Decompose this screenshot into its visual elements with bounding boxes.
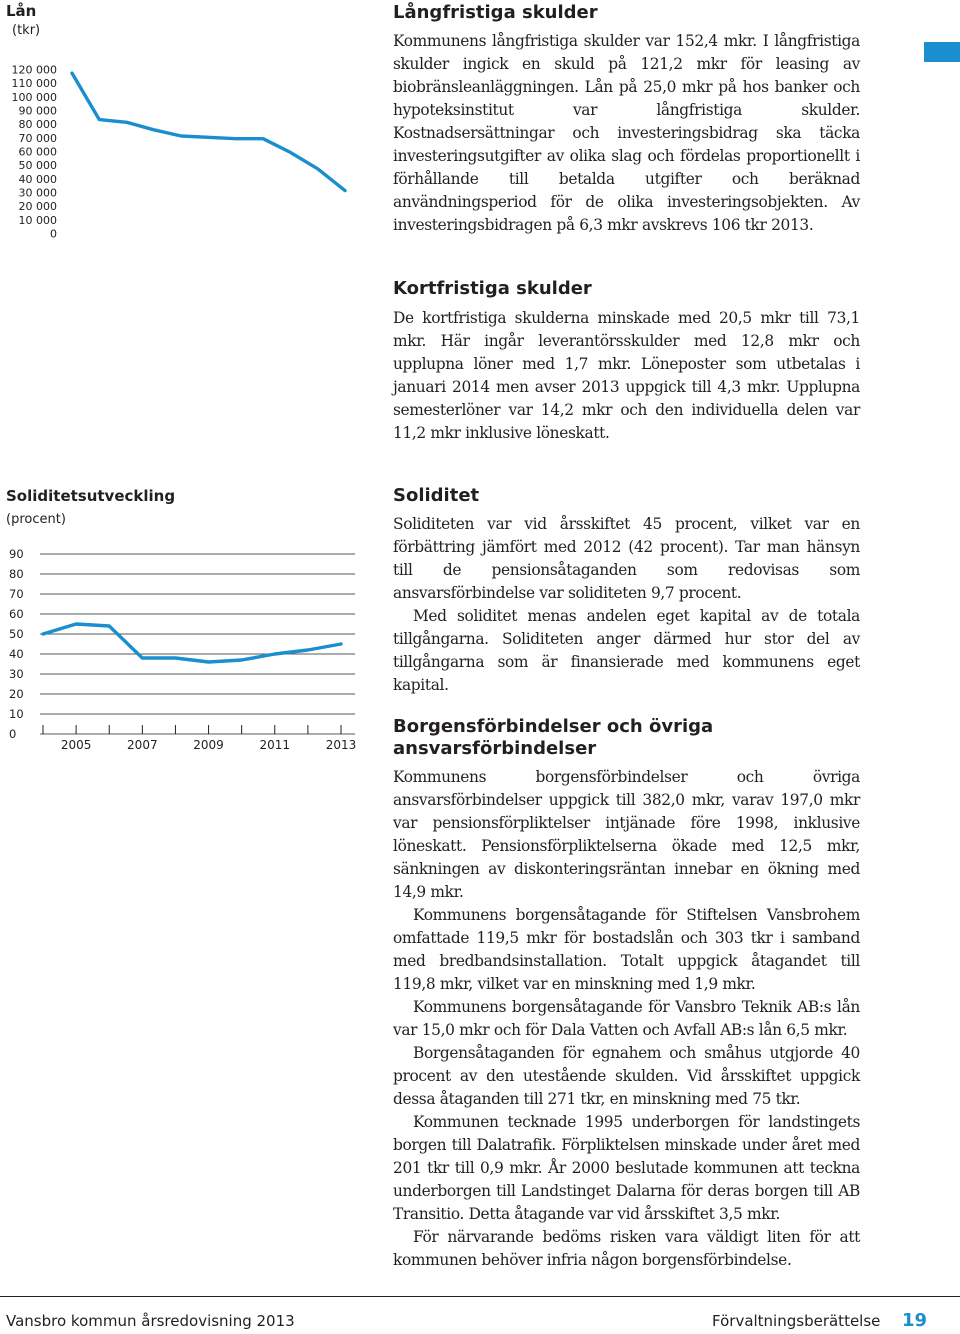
solidity-paragraph-1: Soliditeten var vid årsskiftet 45 procent, vilket var en förbättring jämfört med 2012 (42 procent). Tar man hänsyn till de pensionsåtaganden som redovisas som ansvarsförbindelse var soliditeten 9,7 procent. bbox=[393, 515, 860, 602]
solidity-heading: Soliditet bbox=[393, 485, 480, 506]
solidity-y-tick-label: 70 bbox=[9, 587, 24, 601]
solidity-x-tick-label: 2005 bbox=[60, 738, 92, 752]
loans-y-tick-label: 0 bbox=[50, 227, 57, 241]
shortterm-debt-paragraph: De kortfristiga skulderna minskade med 20,5 mkr till 73,1 mkr. Här ingår leverantörsskulder med 12,8 mkr och upplupna löner med 1,7 mkr. Löneposter som utbetalas i januari 2014 men avser 2013 uppgick till 4,3 mkr. Upplupna semesterlöner var 14,2 mkr och den individuella delen var 11,2 mkr inklusive löneskatt. bbox=[393, 309, 860, 442]
longterm-debt-paragraph: Kommunens långfristiga skulder var 152,4 mkr. I långfristiga skulder ingick en skuld på 121,2 mkr för leasing av biobränsleanläggningen. Lån på 25,0 mkr på hos banker och hypoteksinstitut var långfristiga skulder. Kostnadsersättningar och investeringsbidrag ska täcka investeringsutgifter av olika slag och fördelas proportionellt i förhållande till betalda utgifter och beräknad användningsperiod för de olika investeringsobjekten. Av investeringsbidragen på 6,3 mkr avskrevs 106 tkr 2013. bbox=[393, 32, 860, 234]
loans-y-tick-label: 40 000 bbox=[18, 172, 57, 186]
section-solidity bbox=[393, 485, 860, 697]
loans-y-tick-label: 30 000 bbox=[18, 186, 57, 200]
section-shortterm-debt bbox=[393, 278, 860, 445]
solidity-x-tick-label: 2007 bbox=[127, 738, 158, 752]
solidity-chart-title: Soliditetsutveckling bbox=[6, 487, 176, 505]
solidity-series-line bbox=[43, 624, 341, 662]
page-number: 19 bbox=[902, 1310, 928, 1331]
loans-series-line bbox=[72, 73, 345, 191]
solidity-chart-svg bbox=[0, 484, 370, 774]
solidity-paragraph-2: Med soliditet menas andelen eget kapital av de totala tillgångarna. Soliditeten anger därmed hur stor del av tillgångarna som är finansierade med kommunens eget kapital. bbox=[393, 607, 860, 694]
loans-y-tick-label: 50 000 bbox=[18, 159, 57, 173]
loans-y-tick-label: 110 000 bbox=[11, 77, 57, 91]
longterm-debt-heading: Långfristiga skulder bbox=[393, 2, 598, 23]
solidity-x-tick-label: 2011 bbox=[259, 738, 291, 752]
section-guarantees bbox=[393, 716, 860, 1272]
solidity-y-tick-label: 40 bbox=[9, 647, 24, 661]
solidity-x-tick-label: 2009 bbox=[193, 738, 224, 752]
solidity-y-tick-label: 20 bbox=[9, 687, 24, 701]
solidity-y-tick-label: 0 bbox=[9, 727, 17, 741]
guarantees-heading: Borgensförbindelser och övriga ansvarsförbindelser bbox=[393, 716, 714, 759]
footer-rule bbox=[0, 1296, 960, 1297]
solidity-y-tick-label: 80 bbox=[9, 567, 24, 581]
solidity-y-tick-label: 50 bbox=[9, 627, 24, 641]
loans-chart-unit: (tkr) bbox=[12, 23, 41, 38]
loans-y-tick-label: 10 000 bbox=[18, 213, 57, 227]
guarantees-paragraph-6: För närvarande bedöms risken vara väldigt liten för att kommunen behöver infria någon borgensförbindelse. bbox=[393, 1228, 860, 1269]
solidity-y-tick-label: 10 bbox=[9, 707, 24, 721]
section-tab-marker bbox=[924, 42, 960, 62]
shortterm-debt-heading: Kortfristiga skulder bbox=[393, 278, 592, 299]
guarantees-paragraph-5: Kommunen tecknade 1995 underborgen för landstingets borgen till Dalatrafik. Förpliktelsen minskade under året med 201 tkr till 0,9 mkr. År 2000 beslutade kommunen att teckna underborgen till Landstinget Dalarna för deras borgen till AB Transitio. Detta åtagande var vid årsskiftet 3,5 mkr. bbox=[393, 1113, 860, 1223]
solidity-y-tick-label: 60 bbox=[9, 607, 24, 621]
loans-y-tick-label: 90 000 bbox=[18, 104, 57, 118]
guarantees-paragraph-4: Borgensåtaganden för egnahem och småhus utgjorde 40 procent av den utestående skulden. Vid årsskiftet uppgick dessa åtaganden till 271 tkr, en minskning med 75 tkr. bbox=[393, 1044, 860, 1108]
solidity-chart bbox=[0, 484, 370, 774]
loans-chart-title: Lån bbox=[6, 2, 37, 20]
loans-y-tick-label: 70 000 bbox=[18, 131, 57, 145]
loans-y-tick-label: 120 000 bbox=[11, 63, 57, 77]
guarantees-paragraph-3: Kommunens borgensåtagande för Vansbro Teknik AB:s lån var 15,0 mkr och för Dala Vatten och Avfall AB:s lån 6,5 mkr. bbox=[393, 998, 860, 1039]
loans-chart bbox=[0, 0, 370, 250]
guarantees-paragraph-1: Kommunens borgensförbindelser och övriga ansvarsförbindelser uppgick till 382,0 mkr, varav 197,0 mkr var pensionsförpliktelser intjänade före 1998, inklusive löneskatt. Pensionsförpliktelserna ökade med 12,5 mkr, sänkningen av diskonteringsräntan innebar en ökning med 14,9 mkr. bbox=[393, 768, 860, 901]
loans-y-tick-label: 100 000 bbox=[11, 90, 57, 104]
solidity-y-tick-label: 90 bbox=[9, 547, 24, 561]
solidity-chart-unit: (procent) bbox=[6, 512, 66, 527]
footer-section-title: Förvaltningsberättelse bbox=[712, 1312, 881, 1330]
loans-chart-svg bbox=[0, 0, 370, 250]
loans-y-tick-label: 20 000 bbox=[18, 200, 57, 214]
solidity-y-tick-label: 30 bbox=[9, 667, 24, 681]
guarantees-paragraph-2: Kommunens borgensåtagande för Stiftelsen Vansbrohem omfattade 119,5 mkr för bostadslån och 303 tkr i samband med bredbandsinstallation. Totalt uppgick åtagandet till 119,8 mkr, vilket var en minskning med 1,9 mkr. bbox=[393, 906, 860, 993]
solidity-x-tick-label: 2013 bbox=[325, 738, 357, 752]
section-longterm-debt bbox=[393, 2, 860, 237]
loans-y-tick-label: 60 000 bbox=[18, 145, 57, 159]
footer-publication-title: Vansbro kommun årsredovisning 2013 bbox=[6, 1312, 295, 1330]
loans-y-tick-label: 80 000 bbox=[18, 118, 57, 132]
